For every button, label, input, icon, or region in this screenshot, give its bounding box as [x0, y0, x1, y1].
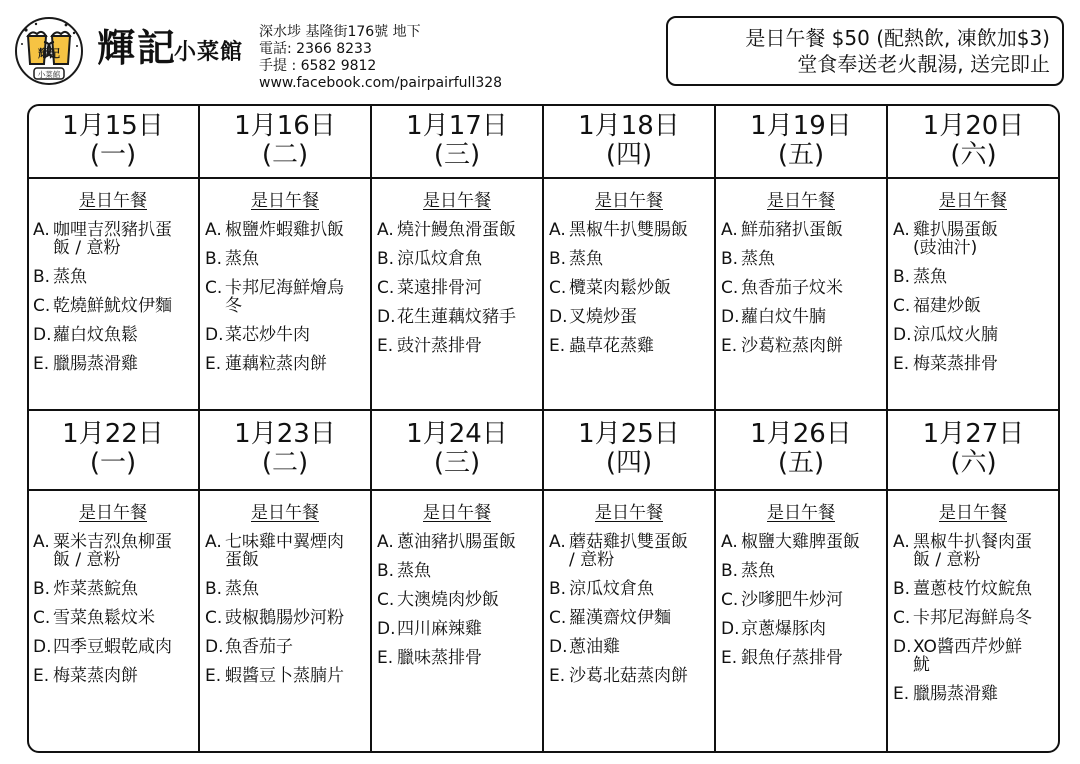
item-text: 椒鹽大雞脾蛋飯 [741, 532, 860, 552]
item-text: 銀魚仔蒸排骨 [741, 648, 843, 668]
weekday-label: (一) [89, 140, 137, 170]
weekday-label: (五) [777, 448, 825, 478]
menu-item [721, 620, 881, 638]
item-letter: D. [33, 325, 52, 345]
menu-item [33, 297, 193, 315]
menu-item [893, 355, 1053, 373]
logo-mark-text: 輝記 [38, 47, 60, 60]
menu-item [33, 638, 193, 656]
menu-item [893, 580, 1053, 598]
lunch-heading: 是日午餐 [79, 191, 147, 211]
phone-number: 電話: 2366 8233 [259, 41, 372, 57]
item-letter: B. [549, 579, 567, 599]
item-text: 京蔥爆豚肉 [741, 619, 826, 639]
weekly-menu-grid [27, 104, 1060, 753]
menu-item [205, 250, 365, 268]
menu-item [721, 533, 881, 551]
menu-item [377, 250, 537, 268]
item-letter: E. [205, 354, 222, 374]
menu-item [377, 562, 537, 580]
date-label: 1月23日 [234, 419, 336, 449]
menu-item [377, 308, 537, 326]
item-letter: A. [893, 532, 910, 552]
item-text: 花生蓮藕炆豬手 [397, 307, 516, 327]
item-text: 蔥油豬扒腸蛋飯 [397, 532, 516, 552]
lunch-heading: 是日午餐 [251, 503, 319, 523]
date-label: 1月15日 [62, 111, 164, 141]
date-label: 1月22日 [62, 419, 164, 449]
lunch-heading: 是日午餐 [939, 503, 1007, 523]
item-text: 蒸魚 [741, 249, 775, 269]
menu-item [549, 638, 709, 656]
date-header [199, 112, 371, 170]
item-letter: A. [205, 220, 222, 240]
item-letter: C. [33, 608, 51, 628]
item-letter: A. [377, 220, 394, 240]
item-letter: D. [33, 637, 52, 657]
item-text: 黑椒牛扒雙腸飯 [569, 220, 688, 240]
item-text: 欖菜肉鬆炒飯 [569, 278, 671, 298]
item-letter: B. [549, 249, 567, 269]
day-menu [377, 186, 537, 366]
item-letter: D. [721, 307, 740, 327]
menu-item [377, 279, 537, 297]
item-letter: C. [893, 296, 911, 316]
item-letter: D. [377, 619, 396, 639]
item-text: 梅菜蒸排骨 [913, 354, 998, 374]
item-text: 臘腸蒸滑雞 [913, 684, 998, 704]
logo-badge-text: 小菜館 [37, 70, 61, 79]
date-header [199, 420, 371, 478]
item-text: 福建炒飯 [913, 296, 981, 316]
weekday-label: (三) [433, 448, 481, 478]
item-text: 蒸魚 [53, 267, 87, 287]
menu-item [33, 326, 193, 344]
item-letter: D. [377, 307, 396, 327]
date-label: 1月27日 [922, 419, 1025, 449]
menu-item [893, 268, 1053, 286]
menu-item [377, 337, 537, 355]
menu-item [33, 533, 193, 569]
item-text: 豉汁蒸排骨 [397, 336, 482, 356]
item-text: 燒汁鰻魚滑蛋飯 [397, 220, 516, 240]
item-letter: A. [33, 532, 50, 552]
menu-item [549, 250, 709, 268]
item-text: 炸菜蒸鯇魚 [53, 579, 138, 599]
date-label: 1月16日 [234, 111, 336, 141]
lunch-heading: 是日午餐 [767, 503, 835, 523]
lunch-heading: 是日午餐 [595, 191, 663, 211]
item-letter: B. [893, 579, 911, 599]
item-letter: D. [205, 325, 224, 345]
weekday-label: (一) [89, 448, 137, 478]
item-text: XO醬西芹炒鮮魷 [913, 637, 1022, 675]
date-header [371, 112, 543, 170]
promo-line-2: 堂食奉送老火靚湯, 送完即止 [797, 52, 1050, 76]
item-text: 椒鹽炸蝦雞扒飯 [225, 220, 344, 240]
item-text: 蘑菇雞扒雙蛋飯 / 意粉 [569, 532, 688, 570]
menu-item [205, 221, 365, 239]
date-header [27, 112, 199, 170]
logo [14, 16, 84, 86]
menu-item [893, 685, 1053, 703]
row-divider [27, 489, 1060, 491]
date-header [887, 112, 1060, 170]
date-label: 1月25日 [578, 419, 680, 449]
day-menu [549, 186, 709, 366]
date-header [715, 420, 887, 478]
item-text: 乾燒鮮魷炆伊麵 [53, 296, 172, 316]
menu-item [205, 279, 365, 315]
date-label: 1月18日 [578, 111, 680, 141]
menu-item [893, 297, 1053, 315]
lunch-heading: 是日午餐 [79, 503, 147, 523]
menu-item [377, 620, 537, 638]
item-text: 蒸魚 [397, 561, 431, 581]
lunch-heading: 是日午餐 [251, 191, 319, 211]
menu-item [893, 533, 1053, 569]
lunch-heading: 是日午餐 [595, 503, 663, 523]
item-letter: E. [549, 666, 566, 686]
item-text: 梅菜蒸肉餅 [53, 666, 138, 686]
item-text: 鮮茄豬扒蛋飯 [741, 220, 843, 240]
item-text: 粟米吉烈魚柳蛋飯 / 意粉 [53, 532, 172, 570]
item-letter: E. [721, 648, 738, 668]
item-text: 涼瓜炆倉魚 [569, 579, 654, 599]
item-letter: C. [721, 278, 739, 298]
day-menu [721, 186, 881, 366]
website-link[interactable]: www.facebook.com/pairpairfull328 [259, 75, 503, 91]
item-text: 四川麻辣雞 [397, 619, 482, 639]
item-text: 蒸魚 [741, 561, 775, 581]
item-letter: C. [721, 590, 739, 610]
item-text: 蘿白炆魚鬆 [53, 325, 138, 345]
item-letter: E. [721, 336, 738, 356]
promo-line-1: 是日午餐 $50 (配熱飲, 凍飲加$3) [745, 26, 1050, 50]
item-letter: B. [893, 267, 911, 287]
menu-item [893, 221, 1053, 257]
item-letter: C. [205, 608, 223, 628]
item-letter: C. [377, 278, 395, 298]
date-header [371, 420, 543, 478]
item-text: 菜遠排骨河 [397, 278, 482, 298]
address: 深水埗 基隆街176號 地下 [259, 24, 421, 40]
weekday-label: (四) [605, 448, 653, 478]
item-text: 沙葛粒蒸肉餅 [741, 336, 843, 356]
item-text: 雪菜魚鬆炆米 [53, 608, 155, 628]
item-letter: C. [549, 278, 567, 298]
menu-item [33, 667, 193, 685]
date-label: 1月26日 [750, 419, 852, 449]
menu-item [205, 580, 365, 598]
item-letter: B. [33, 267, 51, 287]
item-letter: E. [33, 354, 50, 374]
weekday-label: (三) [433, 140, 481, 170]
date-label: 1月19日 [750, 111, 852, 141]
day-menu [893, 186, 1053, 384]
menu-item [33, 355, 193, 373]
item-text: 蒸魚 [225, 249, 259, 269]
item-text: 臘味蒸排骨 [397, 648, 482, 668]
item-letter: B. [377, 249, 395, 269]
menu-item [377, 533, 537, 551]
item-letter: E. [893, 684, 910, 704]
menu-item [721, 279, 881, 297]
menu-item [205, 638, 365, 656]
menu-item [549, 533, 709, 569]
item-letter: E. [377, 336, 394, 356]
item-letter: A. [377, 532, 394, 552]
menu-item [721, 250, 881, 268]
item-letter: B. [33, 579, 51, 599]
menu-item [721, 337, 881, 355]
menu-item [893, 609, 1053, 627]
item-letter: D. [549, 637, 568, 657]
item-letter: B. [721, 249, 739, 269]
date-header [27, 420, 199, 478]
day-menu [721, 498, 881, 678]
lunch-heading: 是日午餐 [423, 503, 491, 523]
date-label: 1月24日 [406, 419, 508, 449]
restaurant-name: 輝記 [97, 25, 178, 70]
item-text: 叉燒炒蛋 [569, 307, 637, 327]
item-text: 蔥油雞 [569, 637, 620, 657]
item-letter: A. [893, 220, 910, 240]
menu-item [377, 221, 537, 239]
item-letter: D. [205, 637, 224, 657]
mobile-number: 手提 : 6582 9812 [259, 58, 377, 74]
day-menu [205, 186, 365, 384]
item-letter: D. [721, 619, 740, 639]
item-text: 雞扒腸蛋飯 (豉油汁) [913, 220, 998, 258]
row-divider [27, 409, 1060, 411]
contact-info [259, 24, 502, 92]
item-letter: C. [549, 608, 567, 628]
day-menu [377, 498, 537, 678]
item-text: 魚香茄子 [225, 637, 293, 657]
menu-item [33, 580, 193, 598]
menu-item [377, 591, 537, 609]
date-header [543, 420, 715, 478]
item-text: 羅漢齋炆伊麵 [569, 608, 671, 628]
item-letter: E. [33, 666, 50, 686]
weekday-label: (六) [950, 448, 997, 478]
day-menu [205, 498, 365, 696]
menu-item [205, 533, 365, 569]
item-text: 豉椒鵝腸炒河粉 [225, 608, 344, 628]
menu-item [549, 580, 709, 598]
menu-item [205, 667, 365, 685]
date-label: 1月20日 [922, 111, 1025, 141]
weekday-label: (六) [950, 140, 997, 170]
lunch-heading: 是日午餐 [939, 191, 1007, 211]
item-letter: C. [893, 608, 911, 628]
lunch-promo-box [666, 16, 1064, 86]
item-text: 沙嗲肥牛炒河 [741, 590, 843, 610]
item-letter: B. [205, 249, 223, 269]
date-label: 1月17日 [406, 111, 508, 141]
item-text: 魚香茄子炆米 [741, 278, 843, 298]
lunch-heading: 是日午餐 [767, 191, 835, 211]
day-menu [893, 498, 1053, 714]
date-header [543, 112, 715, 170]
item-letter: A. [33, 220, 50, 240]
day-menu [33, 186, 193, 384]
item-text: 臘腸蒸滑雞 [53, 354, 138, 374]
menu-item [721, 649, 881, 667]
weekday-label: (二) [261, 448, 309, 478]
item-letter: D. [893, 325, 912, 345]
item-letter: E. [893, 354, 910, 374]
item-text: 咖哩吉烈豬扒蛋飯 / 意粉 [53, 220, 172, 258]
item-text: 蒸魚 [569, 249, 603, 269]
item-text: 蝦醬豆卜蒸腩片 [225, 666, 344, 686]
item-text: 七味雞中翼煙肉蛋飯 [225, 532, 344, 570]
menu-item [33, 609, 193, 627]
row-divider [27, 177, 1060, 179]
item-text: 大澳燒肉炒飯 [397, 590, 499, 610]
item-text: 菜芯炒牛肉 [225, 325, 310, 345]
weekday-label: (二) [261, 140, 309, 170]
item-letter: D. [549, 307, 568, 327]
item-letter: A. [549, 220, 566, 240]
item-letter: C. [377, 590, 395, 610]
lunch-heading: 是日午餐 [423, 191, 491, 211]
item-letter: D. [893, 637, 912, 657]
menu-item [549, 667, 709, 685]
day-menu [33, 498, 193, 696]
item-letter: A. [549, 532, 566, 552]
item-letter: B. [377, 561, 395, 581]
item-letter: C. [205, 278, 223, 298]
menu-item [33, 221, 193, 257]
item-text: 卡邦尼海鮮燴烏冬 [225, 278, 344, 316]
item-text: 蒸魚 [913, 267, 947, 287]
item-letter: B. [721, 561, 739, 581]
menu-item [33, 268, 193, 286]
menu-item [205, 355, 365, 373]
beer-mugs-logo-icon [14, 16, 84, 86]
menu-item [893, 326, 1053, 344]
date-header [715, 112, 887, 170]
item-text: 沙葛北菇蒸肉餅 [569, 666, 688, 686]
menu-item [549, 221, 709, 239]
item-letter: E. [549, 336, 566, 356]
item-letter: B. [205, 579, 223, 599]
menu-item [549, 308, 709, 326]
menu-item [549, 609, 709, 627]
menu-item [721, 591, 881, 609]
weekday-label: (四) [605, 140, 653, 170]
item-letter: C. [33, 296, 51, 316]
item-text: 卡邦尼海鮮烏冬 [913, 608, 1032, 628]
date-header [887, 420, 1060, 478]
item-text: 蒸魚 [225, 579, 259, 599]
item-text: 蟲草花蒸雞 [569, 336, 654, 356]
item-text: 黑椒牛扒餐肉蛋飯 / 意粉 [913, 532, 1032, 570]
day-menu [549, 498, 709, 696]
menu-item [893, 638, 1053, 674]
menu-item [721, 562, 881, 580]
item-letter: A. [721, 532, 738, 552]
item-letter: A. [721, 220, 738, 240]
menu-item [549, 337, 709, 355]
item-letter: E. [205, 666, 222, 686]
item-text: 薑蔥枝竹炆鯇魚 [913, 579, 1032, 599]
menu-item [205, 326, 365, 344]
weekday-label: (五) [777, 140, 825, 170]
item-text: 涼瓜炆倉魚 [397, 249, 482, 269]
menu-item [549, 279, 709, 297]
item-letter: A. [205, 532, 222, 552]
menu-item [205, 609, 365, 627]
item-text: 四季豆蝦乾咸肉 [53, 637, 172, 657]
item-text: 蘿白炆牛腩 [741, 307, 826, 327]
item-text: 涼瓜炆火腩 [913, 325, 998, 345]
item-text: 蓮藕粒蒸肉餅 [225, 354, 327, 374]
restaurant-subtitle: 小菜館 [174, 39, 244, 65]
menu-item [377, 649, 537, 667]
menu-item [721, 221, 881, 239]
item-letter: E. [377, 648, 394, 668]
menu-item [721, 308, 881, 326]
